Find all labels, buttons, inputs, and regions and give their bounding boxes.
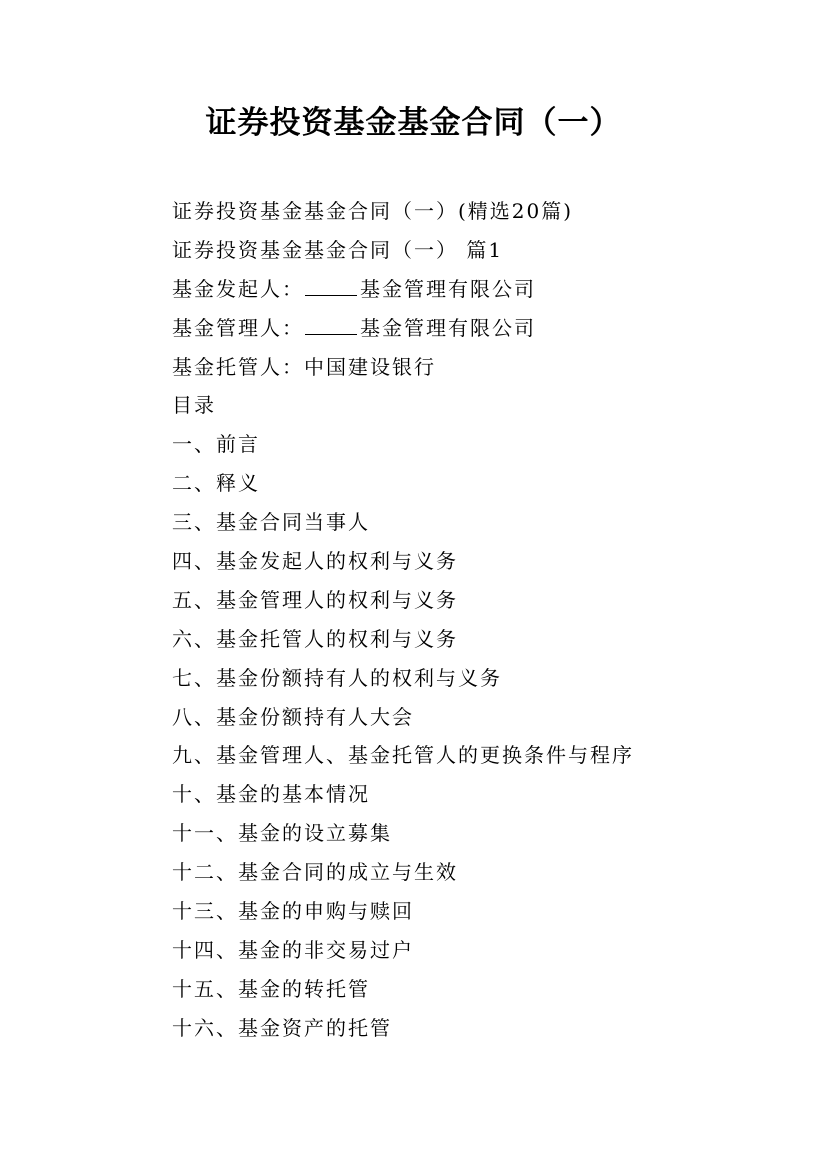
manager-line: [172, 311, 792, 350]
toc-item: 一、前言: [172, 432, 260, 457]
sponsor-blank: [305, 278, 357, 296]
toc-item: 十一、基金的设立募集: [172, 821, 392, 846]
document-body: [172, 194, 792, 1050]
sponsor-line: [172, 272, 792, 311]
sponsor-suffix: 基金管理有限公司: [360, 276, 536, 301]
toc-heading: 目录: [172, 393, 216, 418]
manager-label: 基金管理人：: [172, 315, 304, 340]
sponsor-label: 基金发起人：: [172, 276, 304, 301]
toc-item: 十四、基金的非交易过户: [172, 937, 414, 962]
toc-item: 七、基金份额持有人的权利与义务: [172, 665, 502, 690]
toc-item: 二、释义: [172, 471, 260, 496]
manager-blank: [305, 317, 357, 335]
toc-item: 十六、基金资产的托管: [172, 1015, 392, 1040]
custodian-line: 基金托管人：中国建设银行: [172, 354, 436, 379]
toc-item: 六、基金托管人的权利与义务: [172, 626, 458, 651]
toc-item: 十、基金的基本情况: [172, 782, 370, 807]
toc-item: 四、基金发起人的权利与义务: [172, 549, 458, 574]
document-subtitle: 证券投资基金基金合同（一）(精选20篇): [172, 199, 574, 223]
toc-item: 十二、基金合同的成立与生效: [172, 860, 458, 885]
toc-item: 八、基金份额持有人大会: [172, 704, 414, 729]
toc-item: 五、基金管理人的权利与义务: [172, 587, 458, 612]
toc-item: 十三、基金的申购与赎回: [172, 899, 414, 924]
toc-item: 十五、基金的转托管: [172, 976, 370, 1001]
article-heading: 证券投资基金基金合同（一） 篇1: [172, 237, 504, 262]
document-title: 证券投资基金基金合同（一）: [205, 105, 622, 141]
toc-item: 九、基金管理人、基金托管人的更换条件与程序: [172, 743, 634, 768]
manager-suffix: 基金管理有限公司: [360, 315, 536, 340]
toc-item: 三、基金合同当事人: [172, 510, 370, 535]
